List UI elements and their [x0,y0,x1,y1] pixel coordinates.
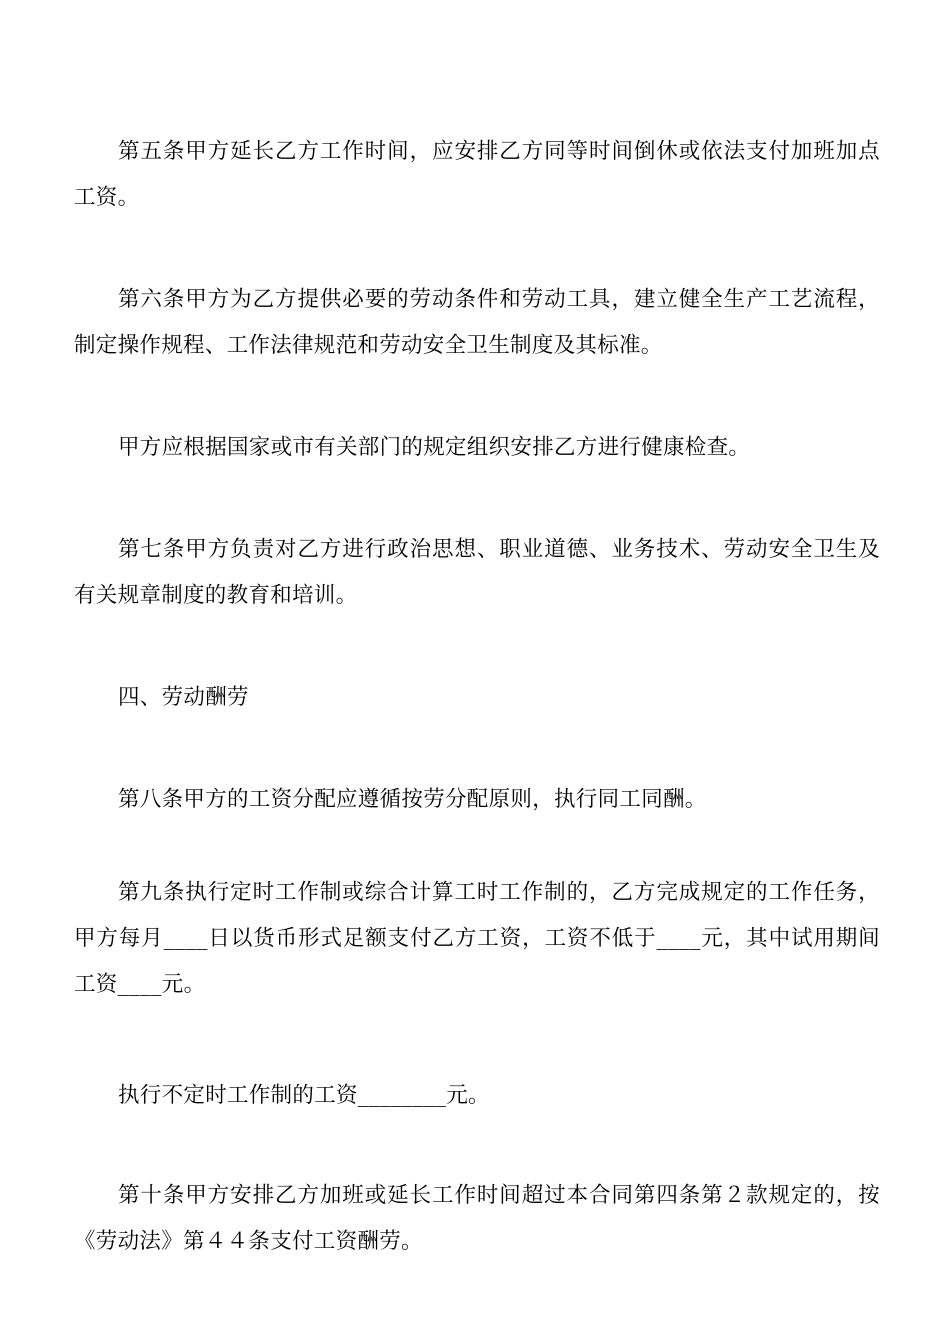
paragraph-health-check: 甲方应根据国家或市有关部门的规定组织安排乙方进行健康检查。 [118,435,751,460]
paragraph-article-8: 第八条甲方的工资分配应遵循按劳分配原则，执行同工同酬。 [118,787,707,812]
paragraph-article-6: 第六条甲方为乙方提供必要的劳动条件和劳动工具，建立健全生产工艺流程，制定操作规程、工作法律规范和劳动安全卫生制度及其标准。 [74,287,880,358]
paragraph-article-7: 第七条甲方负责对乙方进行政治思想、职业道德、业务技术、劳动安全卫生及有关规章制度的教育和培训。 [74,537,880,608]
paragraph-article-10: 第十条甲方安排乙方加班或延长工作时间超过本合同第四条第２款规定的，按《劳动法》第４４条支付工资酬劳。 [74,1183,880,1254]
paragraph-article-5: 第五条甲方延长乙方工作时间，应安排乙方同等时间倒休或依法支付加班加点工资。 [74,139,880,210]
paragraph-article-9: 第九条执行定时工作制或综合计算工时工作制的，乙方完成规定的工作任务，甲方每月____日以货币形式足额支付乙方工资，工资不低于____元，其中试用期间工资____元。 [74,880,880,997]
section-heading-remuneration: 四、劳动酬劳 [118,685,249,710]
paragraph-irregular-hours-wage: 执行不定时工作制的工资________元。 [118,1083,490,1108]
